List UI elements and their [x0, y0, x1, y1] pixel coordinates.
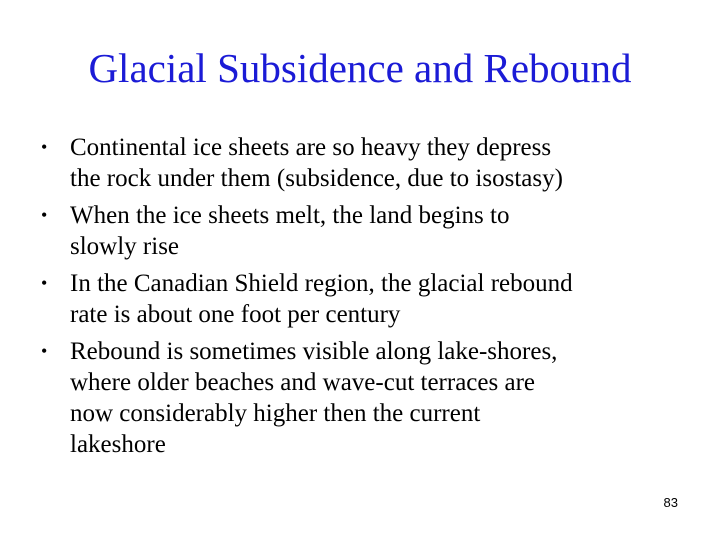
bullet-text-line: the rock under them (subsidence, due to isostasy) [70, 165, 563, 192]
bullet-list [0, 132, 720, 466]
bullet-item [0, 200, 720, 262]
bullet-icon: • [41, 273, 48, 293]
bullet-text-line: Continental ice sheets are so heavy they depress [70, 134, 552, 161]
bullet-item [0, 268, 720, 330]
bullet-text-line: where older beaches and wave-cut terraces are [70, 369, 535, 396]
bullet-text-line: In the Canadian Shield region, the glacial rebound [70, 270, 573, 297]
bullet-text-line: Rebound is sometimes visible along lake-shores, [70, 338, 558, 365]
bullet-text-line: now considerably higher then the current [70, 400, 481, 427]
bullet-text-line: When the ice sheets melt, the land begins to [70, 202, 510, 229]
bullet-icon: • [41, 341, 48, 361]
bullet-text-line: rate is about one foot per century [70, 301, 401, 328]
bullet-text-line: slowly rise [70, 233, 180, 260]
bullet-item [0, 132, 720, 194]
page-number: 83 [663, 495, 678, 510]
slide-title: Glacial Subsidence and Rebound [88, 45, 632, 91]
bullet-icon: • [41, 205, 48, 225]
bullet-text-line: lakeshore [70, 431, 166, 458]
bullet-icon: • [41, 137, 48, 157]
bullet-item [0, 336, 720, 460]
